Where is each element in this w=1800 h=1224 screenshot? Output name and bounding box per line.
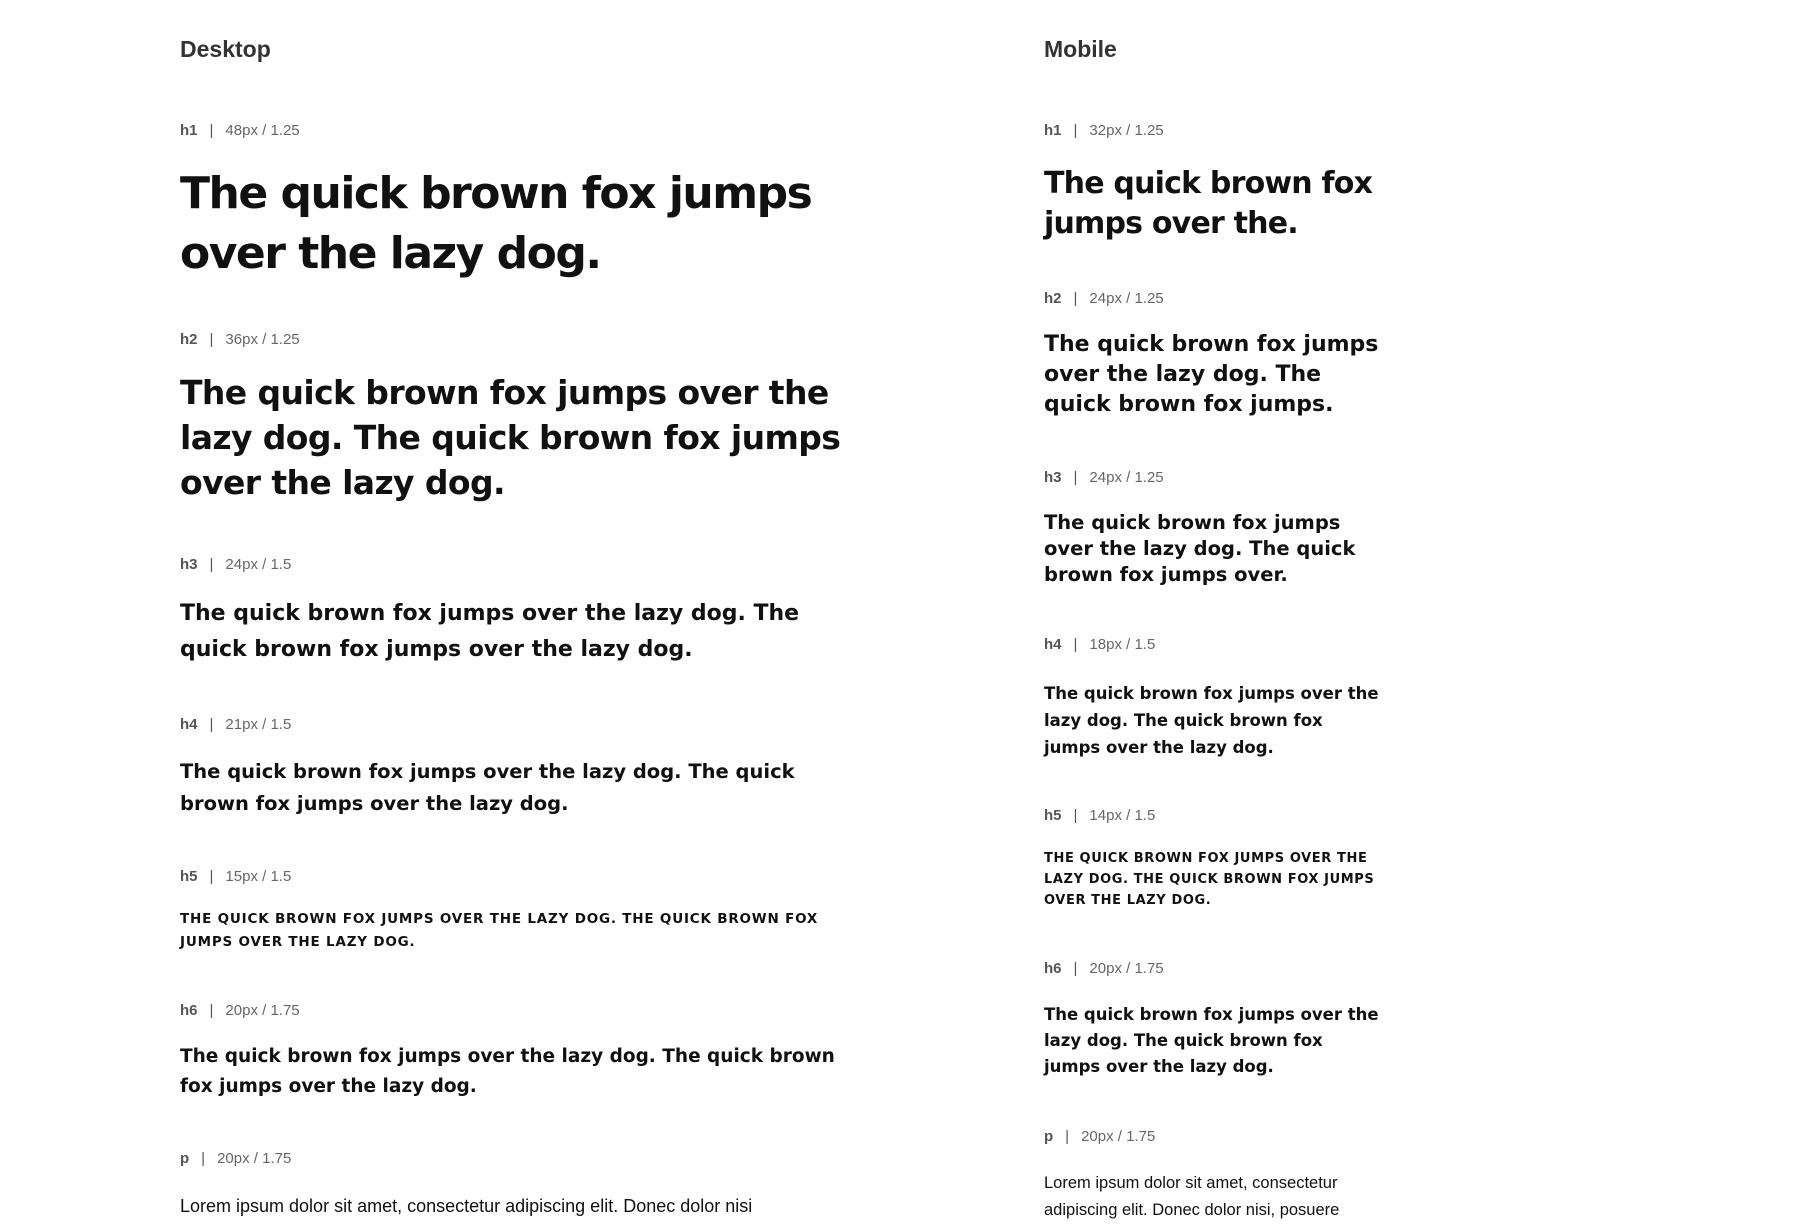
spec-tag: h3: [1044, 469, 1062, 486]
spec-separator: |: [1073, 290, 1078, 307]
desktop-h5-spec: [180, 868, 291, 885]
spec-separator: |: [209, 868, 214, 885]
spec-value: 14px / 1.5: [1089, 807, 1156, 824]
spec-separator: |: [209, 122, 214, 139]
mobile-h6-spec: [1044, 960, 1164, 977]
spec-separator: |: [1073, 122, 1078, 139]
spec-separator: |: [1073, 960, 1078, 977]
spec-tag: h6: [1044, 960, 1062, 977]
mobile-paragraph-sample: Lorem ipsum dolor sit amet, consectetur adipiscing elit. Donec dolor nisi, posuere: [1044, 1174, 1340, 1219]
spec-value: 24px / 1.5: [225, 556, 292, 573]
desktop-column-title: Desktop: [180, 36, 271, 62]
spec-separator: |: [209, 331, 214, 348]
spec-value: 20px / 1.75: [217, 1150, 292, 1167]
spec-tag: h2: [1044, 290, 1062, 307]
mobile-h1-spec: [1044, 122, 1164, 139]
desktop-h2-sample: The quick brown fox jumps over the lazy dog. The quick brown fox jumps over the lazy dog.: [180, 373, 841, 502]
spec-separator: |: [1065, 1128, 1070, 1145]
spec-value: 20px / 1.75: [225, 1002, 300, 1019]
mobile-p-spec: [1044, 1128, 1155, 1145]
spec-value: 24px / 1.25: [1089, 469, 1164, 486]
spec-value: 15px / 1.5: [225, 868, 292, 885]
mobile-h1-sample: The quick brown fox jumps over the.: [1044, 166, 1373, 241]
spec-separator: |: [209, 716, 214, 733]
spec-separator: |: [1073, 636, 1078, 653]
spec-value: 36px / 1.25: [225, 331, 300, 348]
spec-tag: p: [1044, 1128, 1054, 1145]
spec-tag: h1: [180, 122, 198, 139]
spec-tag: h5: [180, 868, 198, 885]
mobile-h6-sample: The quick brown fox jumps over the lazy dog. The quick brown fox jumps over the lazy dog.: [1044, 1005, 1379, 1076]
spec-tag: h4: [180, 716, 198, 733]
spec-value: 48px / 1.25: [225, 122, 300, 139]
spec-tag: p: [180, 1150, 190, 1167]
mobile-h4-sample: The quick brown fox jumps over the lazy dog. The quick brown fox jumps over the lazy dog.: [1044, 684, 1379, 757]
desktop-h3-sample: The quick brown fox jumps over the lazy dog. The quick brown fox jumps over the lazy dog.: [180, 601, 800, 662]
desktop-p-spec: [180, 1150, 291, 1167]
mobile-h4-spec: [1044, 636, 1155, 653]
spec-tag: h4: [1044, 636, 1062, 653]
desktop-h3-spec: [180, 556, 291, 573]
mobile-h2-sample: The quick brown fox jumps over the lazy dog. The quick brown fox jumps.: [1044, 332, 1379, 417]
desktop-h4-spec: [180, 716, 291, 733]
spec-separator: |: [1073, 469, 1078, 486]
mobile-h5-spec: [1044, 807, 1155, 824]
desktop-h6-spec: [180, 1002, 300, 1019]
mobile-h2-spec: [1044, 290, 1164, 307]
spec-separator: |: [1073, 807, 1078, 824]
mobile-column-title: Mobile: [1044, 36, 1117, 62]
desktop-h6-sample: The quick brown fox jumps over the lazy dog. The quick brown fox jumps over the lazy dog.: [180, 1046, 835, 1097]
spec-tag: h2: [180, 331, 198, 348]
spec-value: 21px / 1.5: [225, 716, 292, 733]
spec-value: 18px / 1.5: [1089, 636, 1156, 653]
spec-separator: |: [209, 1002, 214, 1019]
desktop-paragraph-sample: Lorem ipsum dolor sit amet, consectetur adipiscing elit. Donec dolor nisi: [180, 1196, 753, 1216]
desktop-h4-sample: The quick brown fox jumps over the lazy dog. The quick brown fox jumps over the lazy dog.: [180, 760, 795, 815]
desktop-h1-spec: [180, 122, 300, 139]
spec-value: 20px / 1.75: [1081, 1128, 1156, 1145]
spec-value: 24px / 1.25: [1089, 290, 1164, 307]
spec-tag: h1: [1044, 122, 1062, 139]
spec-value: 32px / 1.25: [1089, 122, 1164, 139]
desktop-h1-sample: The quick brown fox jumps over the lazy dog.: [180, 168, 812, 279]
spec-tag: h6: [180, 1002, 198, 1019]
spec-tag: h3: [180, 556, 198, 573]
mobile-h5-sample: THE QUICK BROWN FOX JUMPS OVER THE LAZY DOG. THE QUICK BROWN FOX JUMPS OVER THE LAZY DOG.: [1044, 851, 1375, 908]
desktop-h5-sample: THE QUICK BROWN FOX JUMPS OVER THE LAZY DOG. THE QUICK BROWN FOX JUMPS OVER THE LAZY DOG.: [180, 911, 819, 950]
desktop-h2-spec: [180, 331, 300, 348]
mobile-h3-spec: [1044, 469, 1164, 486]
spec-separator: |: [209, 556, 214, 573]
spec-tag: h5: [1044, 807, 1062, 824]
spec-separator: |: [201, 1150, 206, 1167]
mobile-h3-sample: The quick brown fox jumps over the lazy dog. The quick brown fox jumps over.: [1044, 511, 1356, 586]
spec-value: 20px / 1.75: [1089, 960, 1164, 977]
